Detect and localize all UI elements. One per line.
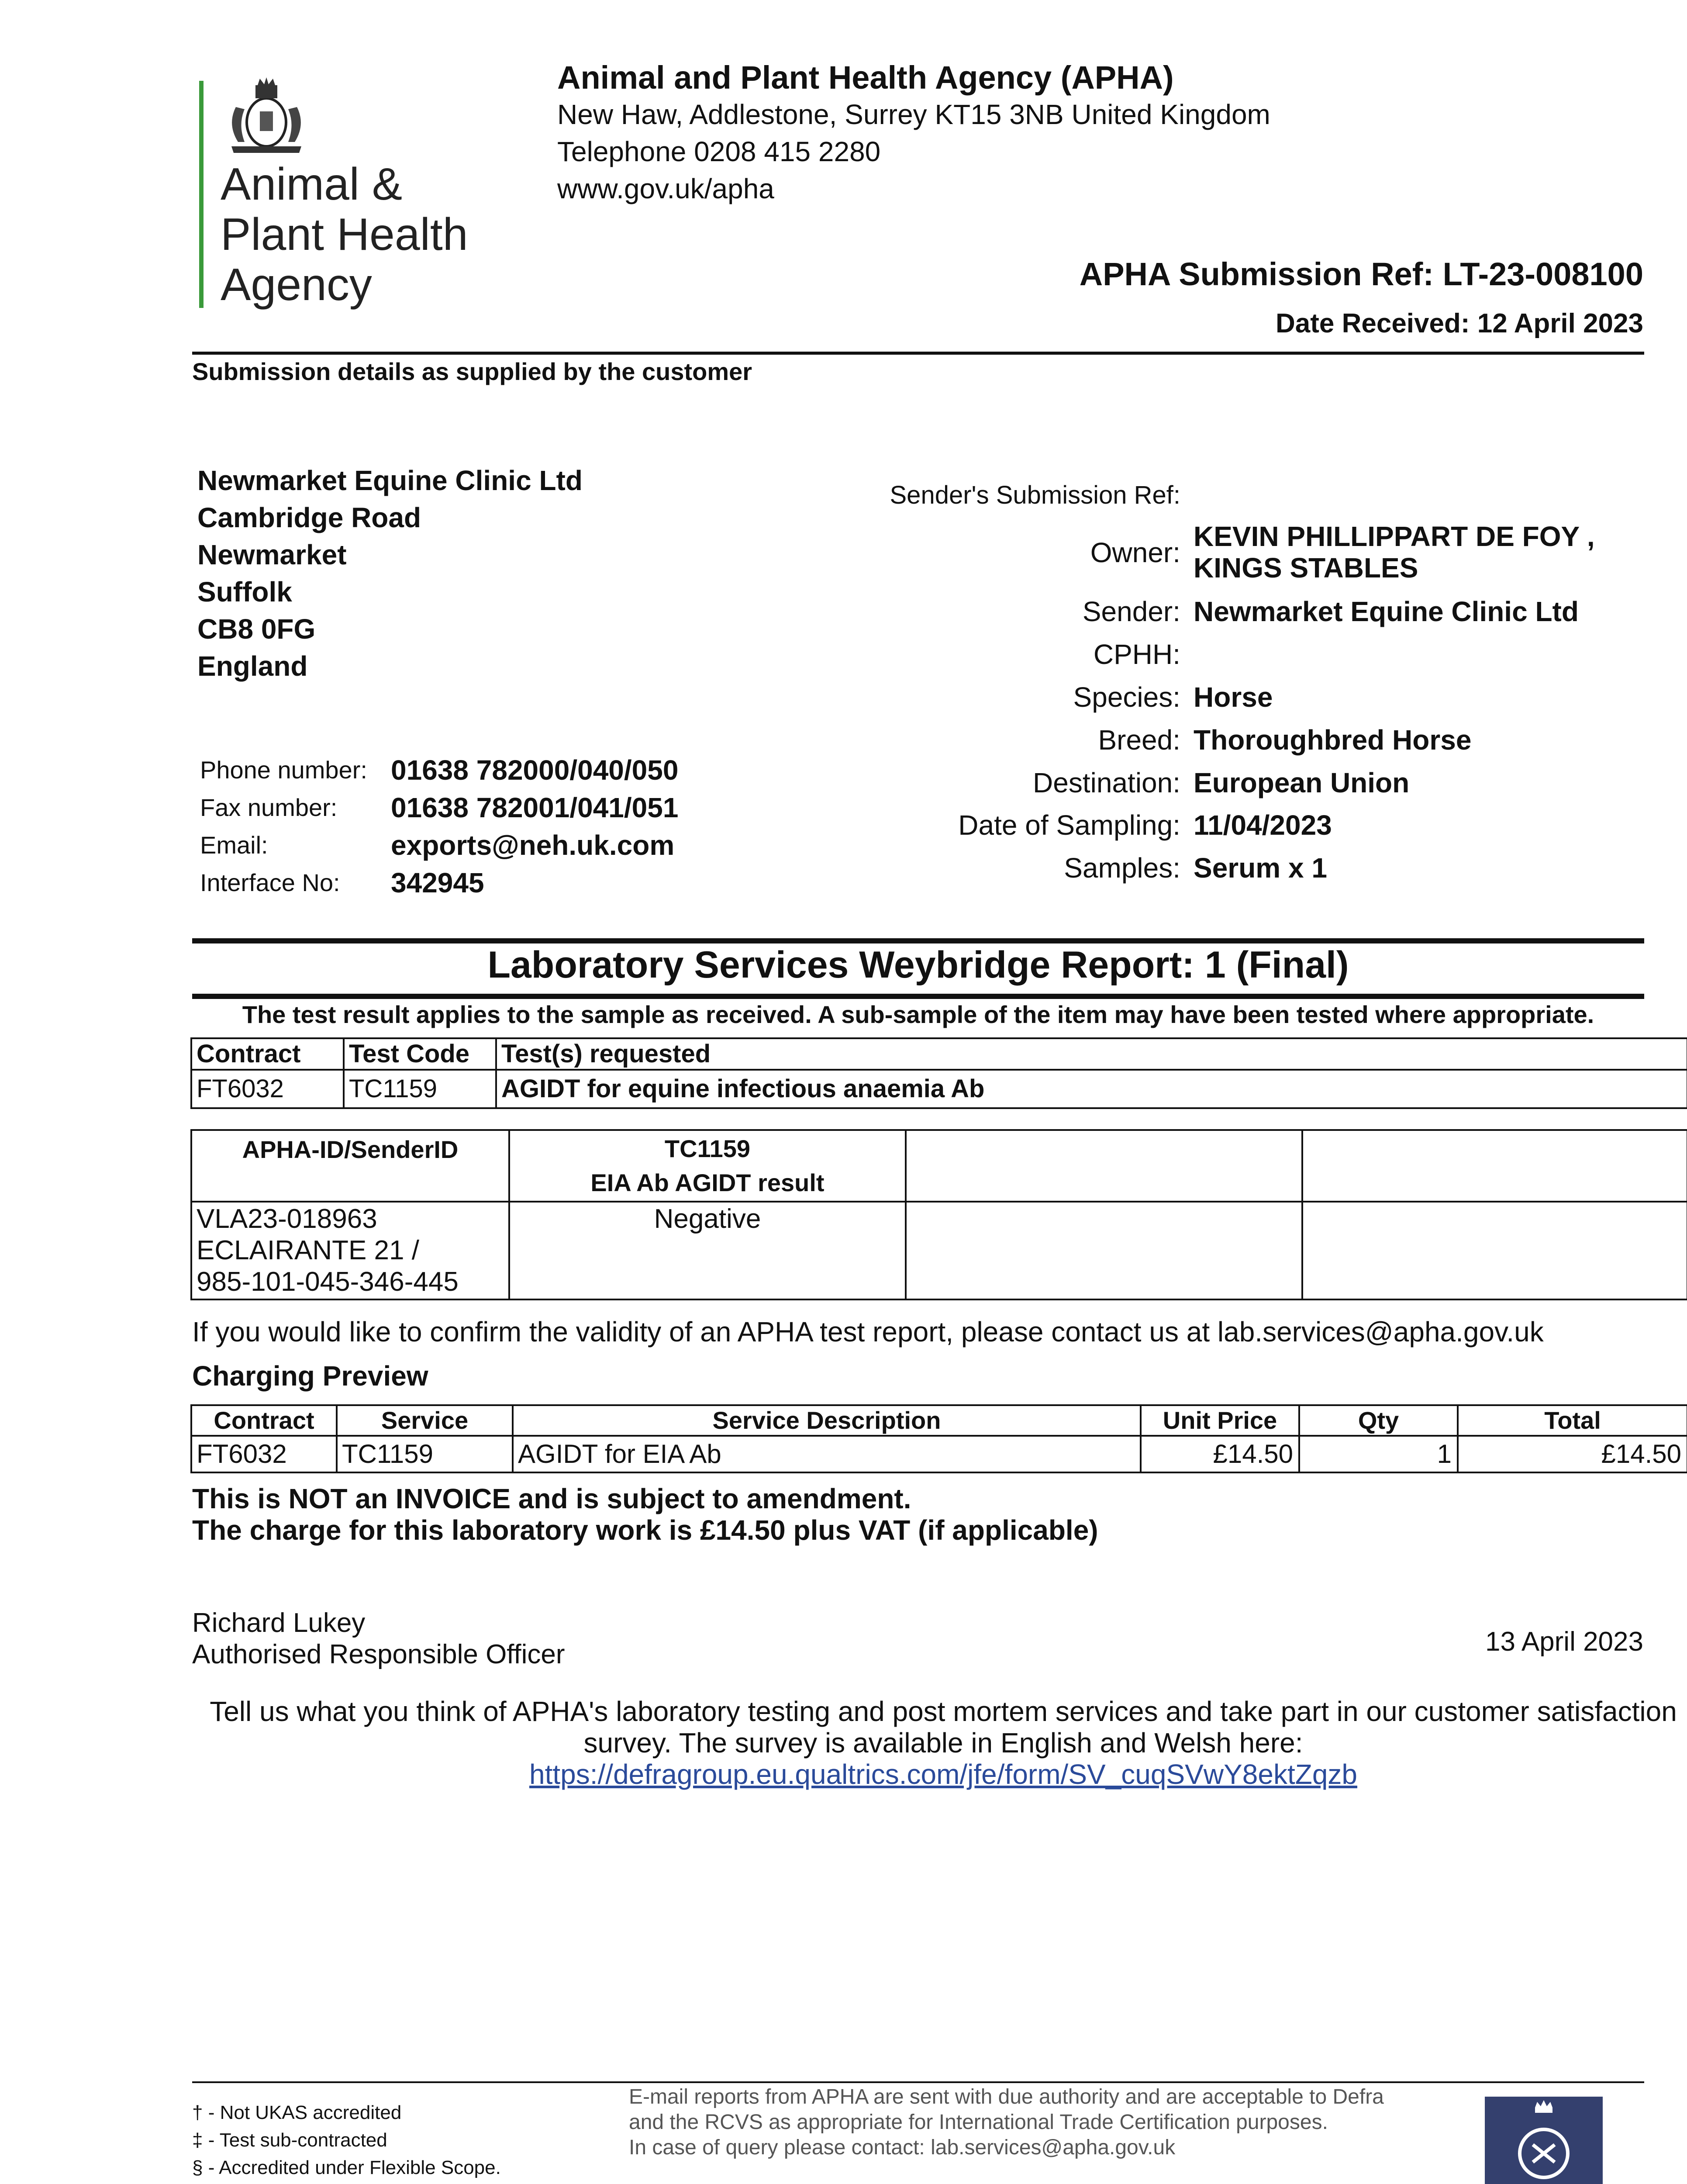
ukas-badge-icon [1485,2097,1603,2184]
table-cell: TC1159 [337,1436,513,1472]
detail-label: CPHH: [1093,639,1180,670]
table-header-cell: Service Description [513,1405,1141,1436]
table-cell: AGIDT for equine infectious anaemia Ab [496,1070,1687,1108]
charging-table [190,1404,1687,1473]
customer-contacts [200,751,678,902]
signature-block [192,1607,565,1670]
address-line: Newmarket Equine Clinic Ltd [197,465,583,496]
detail-value: European Union [1194,767,1410,798]
table-cell: £14.50 [1141,1436,1299,1472]
table-header-cell [906,1130,1302,1202]
table-cell [906,1202,1302,1299]
table-row [191,1436,1687,1472]
date-received: Date Received: 12 April 2023 [1275,308,1643,339]
detail-label: Species: [1073,681,1180,713]
table-cell: 1 [1299,1436,1458,1472]
table-header-cell: TC1159 EIA Ab AGIDT result [509,1130,906,1202]
footer-divider [192,2081,1644,2083]
logo-line-2: Plant Health [221,209,468,260]
report-title: Laboratory Services Weybridge Report: 1 (Final) [487,944,1349,986]
agency-website[interactable]: www.gov.uk/apha [557,173,774,204]
table-header-row [191,1038,1687,1070]
table-header-cell [1302,1130,1687,1202]
logo-line-3: Agency [221,259,372,310]
detail-label: Sender's Submission Ref: [890,481,1180,509]
survey-link[interactable]: https://defragroup.eu.qualtrics.com/jfe/form/SV_cuqSVwY8ektZqzb [529,1759,1358,1790]
detail-label: Samples: [1064,852,1180,884]
survey-line-2: survey. The survey is available in English and Welsh here: [583,1727,1303,1759]
table-cell: AGIDT for EIA Ab [513,1436,1141,1472]
report-divider-top [192,938,1644,943]
table-row [191,1070,1687,1108]
detail-value: Thoroughbred Horse [1194,724,1472,756]
result-cell: Negative [509,1202,906,1299]
table-row [191,1202,1687,1299]
contact-label: Fax number: [200,794,338,821]
report-disclaimer: The test result applies to the sample as received. A sub-sample of the item may have been tested where appropriate. [242,1001,1594,1028]
table-cell: £14.50 [1458,1436,1687,1472]
table-header-cell: Unit Price [1141,1405,1299,1436]
agency-address: New Haw, Addlestone, Surrey KT15 3NB United Kingdom [557,99,1270,130]
address-line: Cambridge Road [197,502,421,533]
footer-email-note: E-mail reports from APHA are sent with due authority and are acceptable to Defra and the RCVS as appropriate for International Trade Certification purposes. In case of query please contact: lab.services@apha.gov.uk [629,2084,1406,2160]
logo-text [221,159,468,310]
details-heading: Submission details as supplied by the customer [192,358,752,385]
detail-label: Owner: [1090,537,1180,568]
table-header-cell: Test(s) requested [496,1038,1687,1070]
address-line: Newmarket [197,539,347,570]
contact-value: 342945 [391,867,484,898]
officer-title: Authorised Responsible Officer [192,1639,565,1669]
contact-label: Phone number: [200,756,367,784]
table-header-cell: APHA-ID/SenderID [191,1130,509,1202]
contact-label: Email: [200,831,268,859]
address-line: CB8 0FG [197,613,316,645]
detail-label: Date of Sampling: [958,809,1180,841]
table-header-cell: Service [337,1405,513,1436]
footer-query-note: In case of query please contact: lab.services@apha.gov.uk [629,2136,1176,2159]
invoice-note [192,1483,1098,1546]
detail-label: Breed: [1098,724,1180,756]
sample-id-cell: VLA23-018963 ECLAIRANTE 21 / 985-101-045-346-445 [191,1202,509,1299]
charging-heading: Charging Preview [192,1360,428,1392]
detail-value: 11/04/2023 [1194,809,1332,841]
address-line: Suffolk [197,576,292,608]
agency-name: Animal and Plant Health Agency (APHA) [557,59,1174,96]
results-table [190,1129,1687,1300]
logo-accent-bar [199,81,204,308]
contact-label: Interface No: [200,869,340,896]
header-divider [192,352,1644,355]
table-header-cell: Contract [191,1405,337,1436]
survey-block [201,1696,1686,1790]
contact-value: 01638 782001/041/051 [391,792,679,823]
submission-ref: APHA Submission Ref: LT-23-008100 [1079,256,1643,292]
legend-item: ‡ - Test sub-contracted [192,2129,387,2151]
table-cell: FT6032 [191,1070,344,1108]
footer-legend [192,2099,501,2181]
validity-text: If you would like to confirm the validity of an APHA test report, please contact us at lab.services@apha.gov.uk [192,1316,1544,1348]
contact-email[interactable]: exports@neh.uk.com [391,829,675,861]
customer-address [197,462,583,685]
detail-label: Destination: [1033,767,1180,798]
agency-telephone: Telephone 0208 415 2280 [557,136,881,167]
agency-header [557,59,1270,207]
table-header-cell: Test Code [344,1038,496,1070]
officer-name: Richard Lukey [192,1608,366,1638]
royal-crest-icon [218,76,314,155]
table-header-cell: Contract [191,1038,344,1070]
report-divider-bottom [192,994,1644,999]
detail-value: Newmarket Equine Clinic Ltd [1194,596,1579,627]
logo-line-1: Animal & [221,159,403,210]
legend-item: † - Not UKAS accredited [192,2102,402,2123]
contact-value: 01638 782000/040/050 [391,754,679,786]
survey-line-1: Tell us what you think of APHA's laboratory testing and post mortem services and take part in our customer satisfaction [210,1696,1677,1727]
signature-date: 13 April 2023 [1485,1627,1643,1657]
table-header-row [191,1405,1687,1436]
table-cell [1302,1202,1687,1299]
detail-value: Serum x 1 [1194,852,1327,884]
charge-note-line: The charge for this laboratory work is £14.50 plus VAT (if applicable) [192,1514,1098,1546]
detail-value: Horse [1194,681,1273,713]
table-cell: TC1159 [344,1070,496,1108]
detail-label: Sender: [1082,596,1180,627]
table-header-cell: Total [1458,1405,1687,1436]
table-header-cell: Qty [1299,1405,1458,1436]
table-cell: FT6032 [191,1436,337,1472]
owner-value: KEVIN PHILLIPPART DE FOY , KINGS STABLES [1194,521,1595,584]
table-header-row [191,1130,1687,1202]
tests-table [190,1037,1687,1109]
invoice-note-line: This is NOT an INVOICE and is subject to amendment. [192,1483,911,1514]
legend-item: § - Accredited under Flexible Scope. [192,2157,501,2178]
address-line: England [197,650,308,682]
